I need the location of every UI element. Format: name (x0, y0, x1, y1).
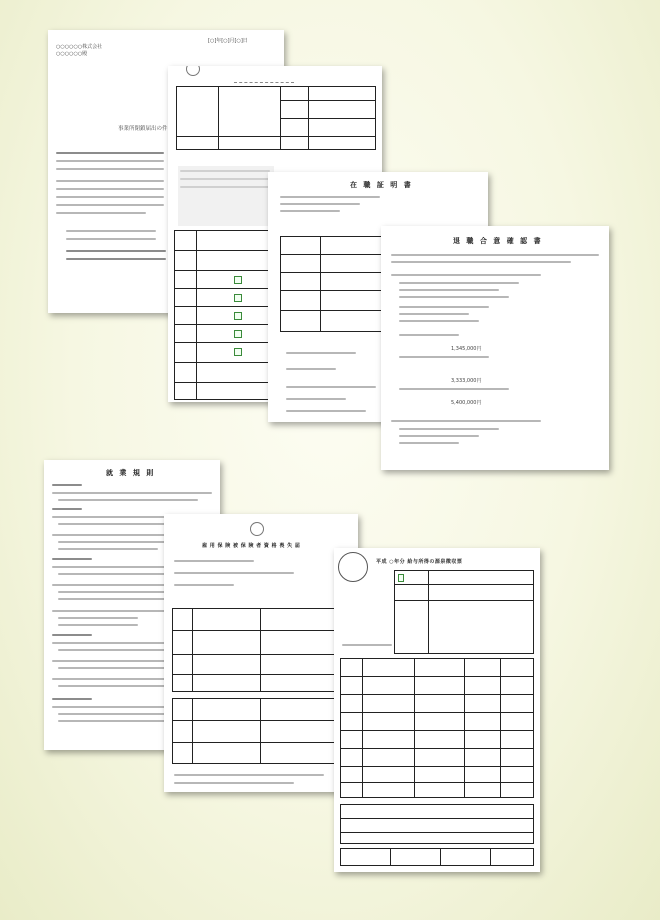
letter-date: [○]年[○]月[○]日 (208, 38, 248, 44)
letter-company-line-1: ○○○○○○株式会社 (56, 44, 103, 50)
retirement-consent-document (381, 226, 609, 470)
seal-stamp (338, 552, 368, 582)
consent-amount-2: 3,333,000円 (451, 378, 482, 384)
punch-hole (250, 522, 264, 536)
punch-hole (186, 66, 200, 76)
consent-title: 退 職 合 意 確 認 書 (453, 237, 543, 245)
withholding-slip-document (334, 548, 540, 872)
insurance-application-document (164, 514, 358, 792)
application-title: 雇 用 保 険 被 保 険 者 資 格 喪 失 届 (202, 543, 301, 549)
consent-amount-3: 5,400,000円 (451, 400, 482, 406)
tax-form-title: 平成 ○年分 給与所得の源泉徴収票 (376, 559, 463, 565)
consent-amount-1: 1,345,000円 (451, 346, 482, 352)
letter-heading: 事業所閉鎖届出の件 (118, 126, 168, 132)
letter-company-line-2: ○○○○○○殿 (56, 51, 88, 57)
rules-title: 就 業 規 則 (106, 469, 156, 477)
certificate-title: 在 職 証 明 書 (350, 181, 413, 189)
